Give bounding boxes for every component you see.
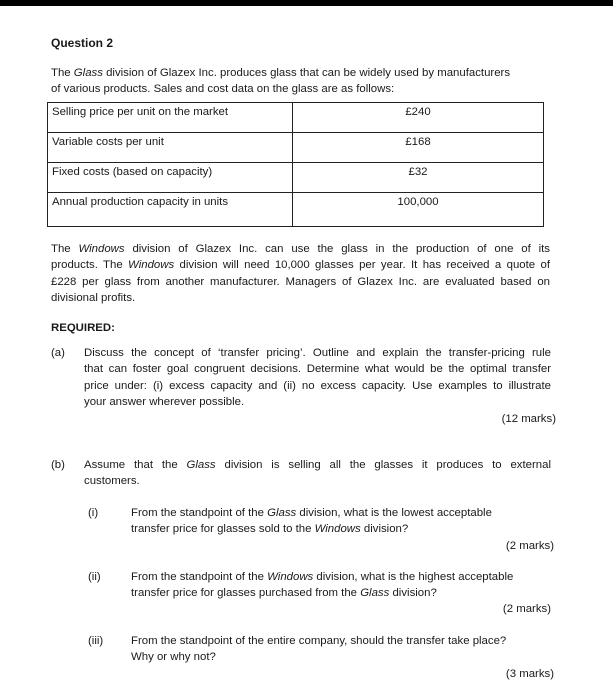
row-label: Variable costs per unit	[48, 133, 293, 163]
subpart-iii-line-1: From the standpoint of the entire company, should the transfer take place?	[131, 635, 507, 647]
part-a-line-1: Discuss the concept of ‘transfer pricing’. Outline and explain the transfer-pricing rule	[84, 347, 551, 359]
row-label: Fixed costs (based on capacity)	[48, 163, 293, 193]
row-label: Selling price per unit on the market	[48, 103, 293, 133]
windows-line-3: £228 per glass from another manufacturer. Managers of Glazex Inc. are evaluated based on	[51, 275, 550, 288]
subpart-i-line-2: transfer price for glasses sold to the Windows division?	[131, 523, 409, 535]
row-value: 100,000	[293, 193, 544, 227]
subpart-iii-label: (iii)	[88, 635, 104, 647]
part-b-text	[84, 457, 551, 490]
subpart-i-line-1: From the standpoint of the Glass division, what is the lowest acceptable	[131, 507, 492, 519]
part-a-line-3: price under: (i) excess capacity and (ii) no excess capacity. Use examples to illustrate	[84, 379, 551, 392]
row-value: £32	[293, 163, 544, 193]
part-a-text	[84, 345, 551, 410]
required-label: REQUIRED:	[51, 322, 115, 334]
top-border	[0, 0, 613, 6]
subpart-ii-line-1: From the standpoint of the Windows division, what is the highest acceptable	[131, 571, 514, 583]
windows-paragraph	[51, 241, 550, 306]
table-row	[48, 163, 544, 193]
table-row	[48, 103, 544, 133]
part-a-line-2: that can foster goal congruent decisions. Determine what would be the optimal transfer	[84, 363, 551, 376]
part-b-line-2: customers.	[84, 475, 140, 488]
subpart-iii-line-2: Why or why not?	[131, 651, 216, 663]
cost-data-table	[47, 102, 544, 227]
subpart-i-marks: (2 marks)	[505, 540, 554, 552]
table-row	[48, 193, 544, 227]
subpart-ii-marks: (2 marks)	[502, 603, 551, 615]
part-b-line-1: Assume that the Glass division is selling all the glasses it produces to external	[84, 459, 551, 471]
row-value: £168	[293, 133, 544, 163]
table-row	[48, 133, 544, 163]
part-a-marks: (12 marks)	[501, 413, 556, 425]
windows-line-1: The Windows division of Glazex Inc. can use the glass in the production of one of its	[51, 243, 551, 255]
subpart-ii-line-2: transfer price for glasses purchased from the Glass division?	[131, 587, 437, 599]
windows-line-4: divisional profits.	[51, 291, 136, 304]
subpart-ii-label: (ii)	[88, 571, 101, 583]
part-a-label: (a)	[51, 347, 65, 359]
windows-line-2: products. The Windows division will need 10,000 glasses per year. It has received a quote of	[51, 259, 550, 272]
question-heading: Question 2	[51, 36, 114, 50]
subpart-i-label: (i)	[88, 507, 99, 519]
part-b-label: (b)	[51, 459, 65, 471]
row-label: Annual production capacity in units	[48, 193, 293, 227]
intro-line-1: The Glass division of Glazex Inc. produces glass that can be widely used by manufacturers	[51, 67, 511, 79]
intro-line-2: of various products. Sales and cost data on the glass are as follows:	[51, 83, 395, 95]
row-value: £240	[293, 103, 544, 133]
part-a-line-4: your answer wherever possible.	[84, 395, 245, 408]
subpart-iii-marks: (3 marks)	[505, 668, 554, 680]
